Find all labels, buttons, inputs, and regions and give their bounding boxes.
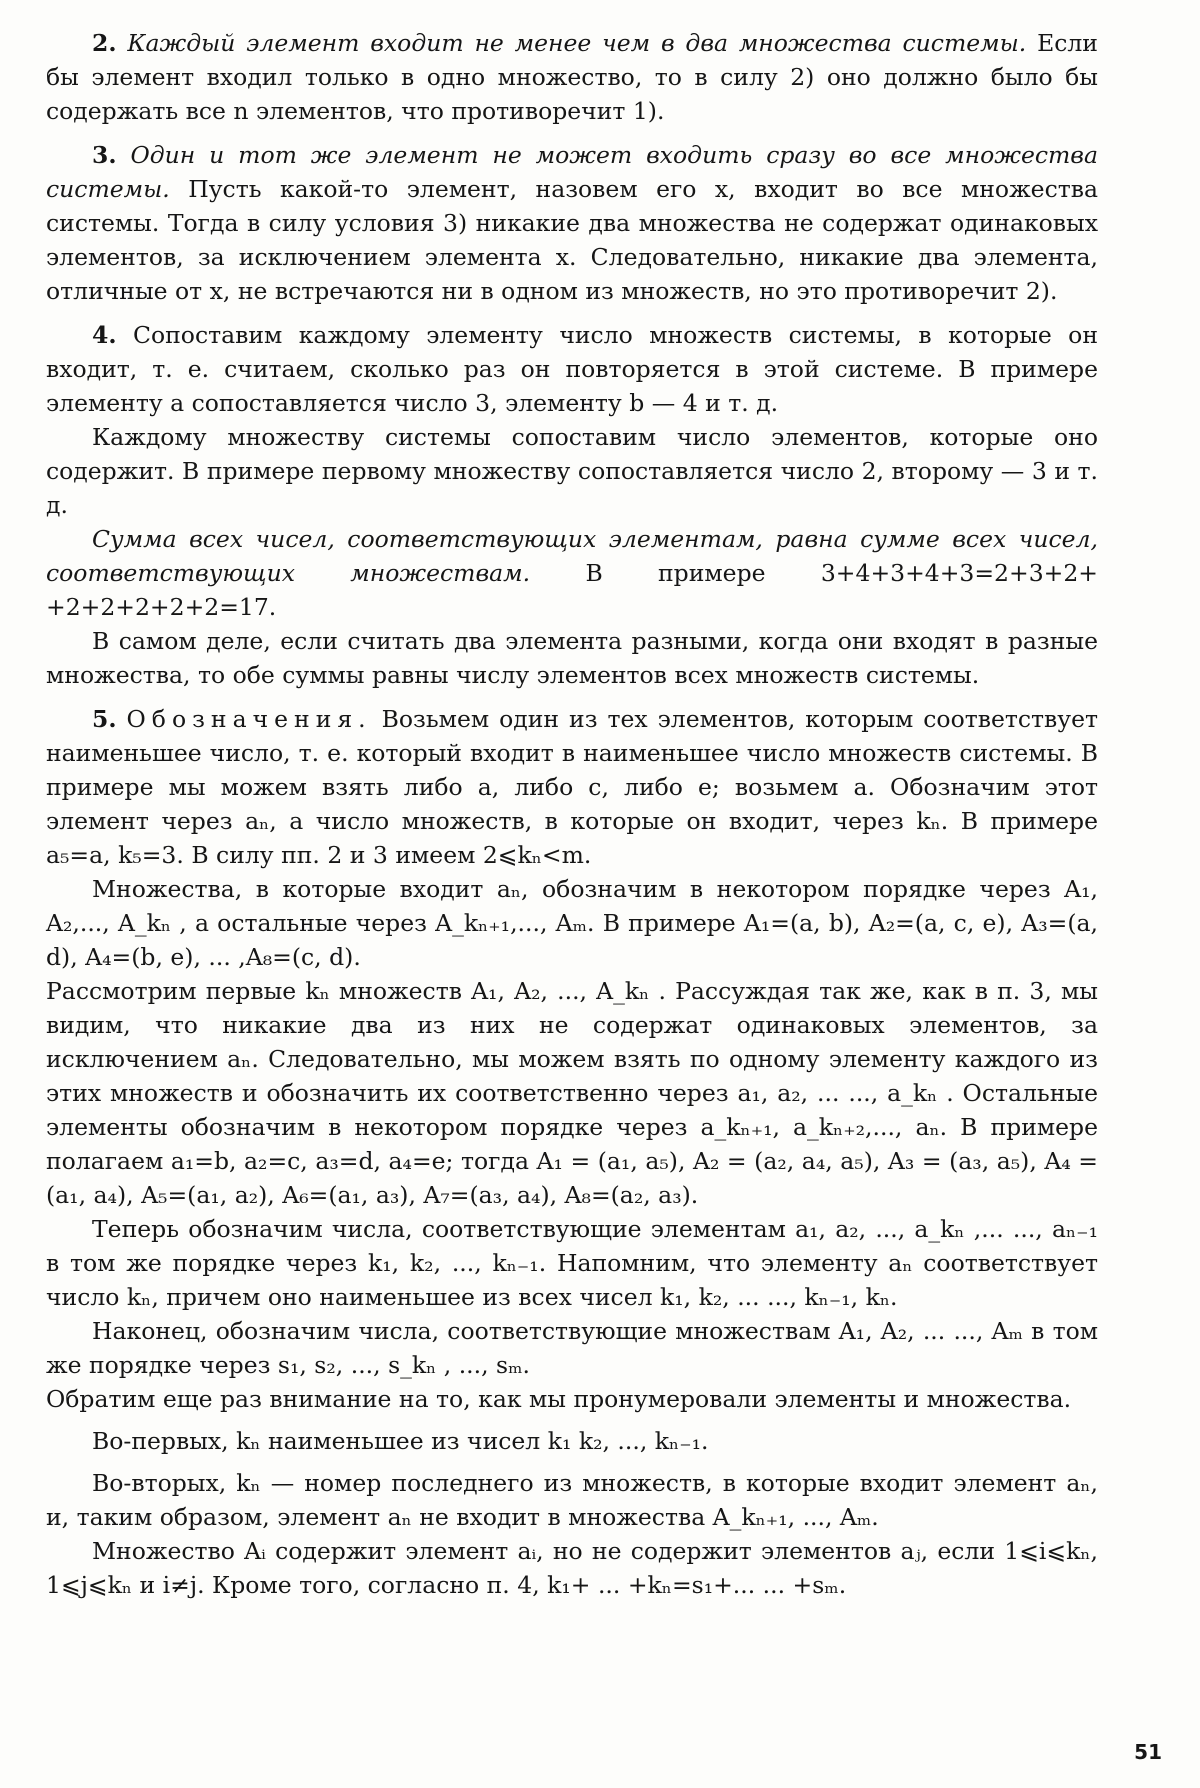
paragraph-text: Если бы элемент входил только в одно множество, то в силу 2) оно должно было бы содержать все n элементов, что противоречит 1). [46,29,1098,125]
statement: Сумма всех чисел, соответствующих элементам, равна сумме всех чисел, соответствующих множествам. [46,525,1098,587]
paragraph [46,974,1098,1212]
paragraph-text: Множества, в которые входит aₙ, обозначим в некотором порядке через A₁, A₂,..., A_kₙ , а остальные через A_kₙ₊₁,..., Aₘ. В примере A₁=(a, b), A₂=(a, c, e), A₃=(a, d), A₄=(b, e), ... ,A₈=(c, d). [46,875,1098,971]
section-3 [46,138,1098,308]
paragraph-text: Во-первых, kₙ наименьшее из чисел k₁ k₂, ..., kₙ₋₁. [92,1427,709,1455]
statement: Один и тот же элемент не может входить сразу во все множества системы. [46,141,1098,203]
paragraph-text: Обратим еще раз внимание на то, как мы пронумеровали элементы и множества. [46,1385,1072,1413]
statement: Каждый элемент входит не менее чем в два множества системы. [127,29,1027,57]
page-text [46,26,1098,1602]
spaced-heading: Обозначения. [126,705,372,733]
paragraph-text: Теперь обозначим числа, соответствующие элементам a₁, a₂, ..., a_kₙ ,... ..., aₙ₋₁ в том же порядке через k₁, k₂, ..., kₙ₋₁. Напомним, что элементу aₙ соответствует число kₙ, причем оно наименьшее из всех чисел k₁, k₂, ... ..., kₙ₋₁, kₙ. [46,1215,1098,1311]
section-number: 4. [92,321,117,349]
paragraph [46,522,1098,624]
section-4 [46,318,1098,420]
section-number: 5. [92,705,117,733]
paragraph-text: Во-вторых, kₙ — номер последнего из множеств, в которые входит элемент aₙ, и, таким образом, элемент aₙ не входит в множества A_kₙ₊₁, ..., Aₘ. [46,1469,1098,1531]
paragraph [46,1212,1098,1314]
paragraph [46,1466,1098,1534]
paragraph [46,872,1098,974]
paragraph [46,1534,1098,1602]
paragraph [46,1424,1098,1458]
paragraph-text: Множество Aᵢ содержит элемент aᵢ, но не содержит элементов aⱼ, если 1⩽i⩽kₙ, 1⩽j⩽kₙ и i≠j. Кроме того, согласно п. 4, k₁+ ... +kₙ=s₁+... ... +sₘ. [46,1537,1098,1599]
paragraph-text: Наконец, обозначим числа, соответствующие множествам A₁, A₂, ... ..., Aₘ в том же порядке через s₁, s₂, ..., s_kₙ , ..., sₘ. [46,1317,1098,1379]
paragraph [46,420,1098,522]
paragraph-text: Каждому множеству системы сопоставим число элементов, которые оно содержит. В примере первому множеству сопоставляется число 2, второму — 3 и т. д. [46,423,1098,519]
paragraph [46,1314,1098,1382]
paragraph-text: В примере 3+4+3+4+3=2+3+2+ +2+2+2+2+2=17. [46,559,1098,621]
paragraph-text: В самом деле, если считать два элемента разными, когда они входят в разные множества, то обе суммы равны числу элементов всех множеств системы. [46,627,1098,689]
section-number: 3. [92,141,117,169]
paragraph-text: Пусть какой-то элемент, назовем его x, входит во все множества системы. Тогда в силу условия 3) никакие два множества не содержат одинаковых элементов, за исключением элемента x. Следовательно, никакие два элемента, отличные от x, не встречаются ни в одном из множеств, но это противоречит 2). [46,175,1098,305]
section-2 [46,26,1098,128]
paragraph-text: Рассмотрим первые kₙ множеств A₁, A₂, ..., A_kₙ . Рассуждая так же, как в п. 3, мы видим, что никакие два из них не содержат одинаковых элементов, за исключением aₙ. Следовательно, мы можем взять по одному элементу каждого из этих множеств и обозначить их соответственно через a₁, a₂, ... ..., a_kₙ . Остальные элементы обозначим в некотором порядке через a_kₙ₊₁, a_kₙ₊₂,..., aₙ. В примере полагаем a₁=b, a₂=c, a₃=d, a₄=e; тогда A₁ = (a₁, a₅), A₂ = (a₂, a₄, a₅), A₃ = (a₃, a₅), A₄ = (a₁, a₄), A₅=(a₁, a₂), A₆=(a₁, a₃), A₇=(a₃, a₄), A₈=(a₂, a₃). [46,977,1098,1209]
section-number: 2. [92,29,117,57]
page-number: 51 [1134,1740,1162,1764]
section-5 [46,702,1098,872]
paragraph-text: Возьмем один из тех элементов, которым соответствует наименьшее число, т. е. который входит в наименьшее число множеств системы. В примере мы можем взять либо a, либо c, либо e; возьмем a. Обозначим этот элемент через aₙ, а число множеств, в которые он входит, через kₙ. В примере a₅=a, k₅=3. В силу пп. 2 и 3 имеем 2⩽kₙ<m. [46,705,1098,869]
paragraph [46,624,1098,692]
paragraph [46,1382,1098,1416]
paragraph-text: Сопоставим каждому элементу число множеств системы, в которые он входит, т. е. считаем, сколько раз он повторяется в этой системе. В примере элементу a сопоставляется число 3, элементу b — 4 и т. д. [46,321,1098,417]
